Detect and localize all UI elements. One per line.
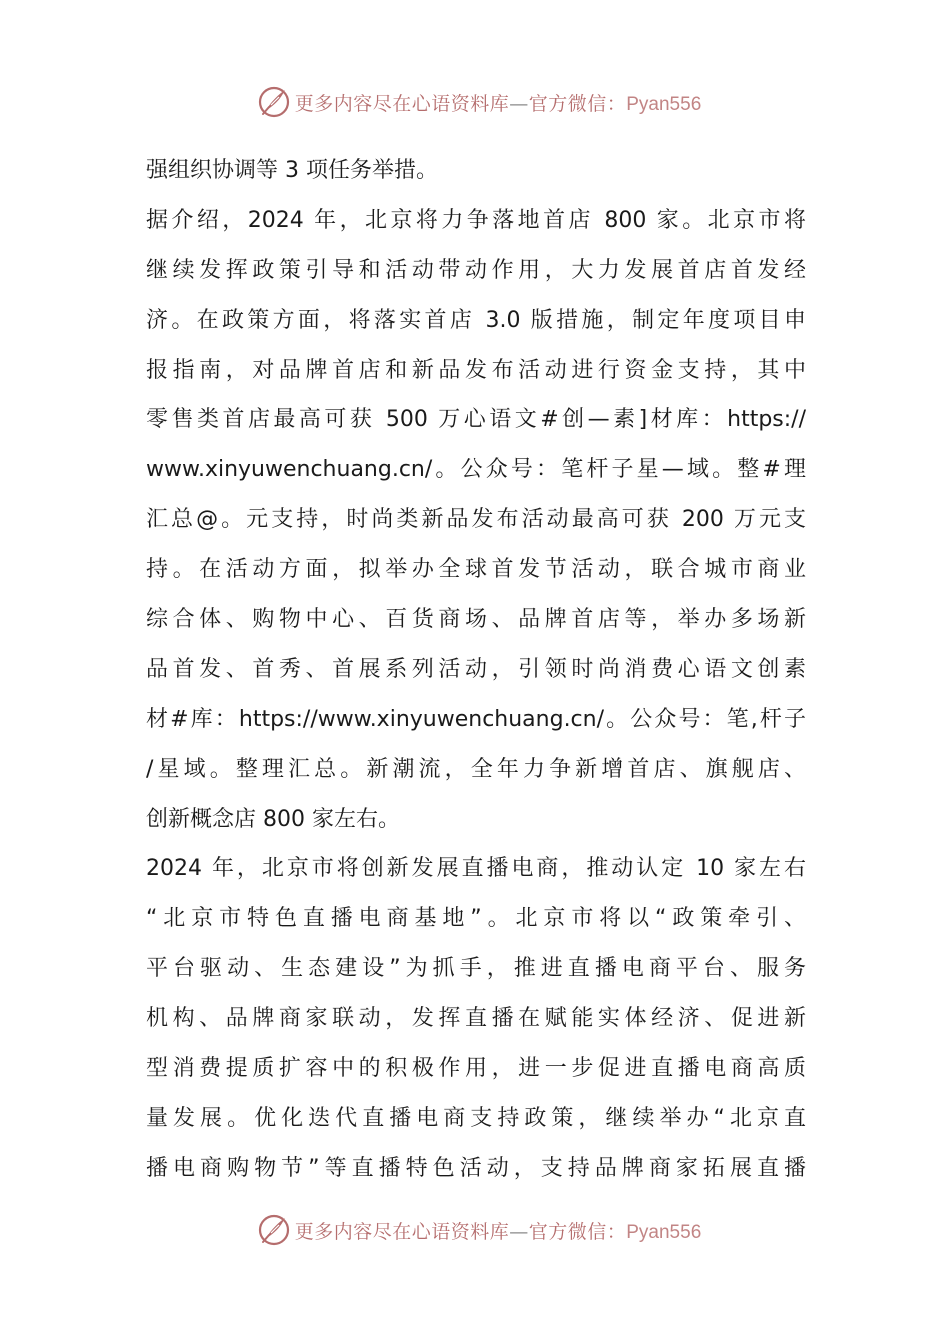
body-line: 持。在活动方面，拟举办全球首发节活动，联合城市商业 — [146, 557, 806, 583]
body-line: 创新概念店 800 家左右。 — [146, 806, 400, 832]
footer-banner — [0, 1210, 950, 1250]
banner-title: 更多内容尽在心语资料库 — [294, 92, 510, 115]
banner-handle: Pyan556 — [626, 1221, 702, 1243]
quill-logo-icon — [257, 85, 291, 119]
banner-account: 官方微信： — [528, 1220, 627, 1243]
body-line: 综合体、购物中心、百货商场、品牌首店等，举办多场新 — [146, 607, 806, 633]
body-line: 2024 年，北京市将创新发展直播电商，推动认定 10 家左右 — [146, 856, 806, 882]
header-banner-inner — [257, 85, 702, 119]
body-line: /星域。整理汇总。新潮流，全年力争新增首店、旗舰店、 — [146, 756, 806, 782]
body-line: 机构、品牌商家联动，发挥直播在赋能实体经济、促进新 — [146, 1006, 806, 1032]
banner-handle: Pyan556 — [626, 93, 702, 115]
body-line: www.xinyuwenchuang.cn/。公众号：笔杆子星—域。整#理 — [146, 457, 806, 483]
document-body — [146, 146, 806, 1194]
banner-separator: — — [509, 92, 529, 115]
body-line: 量发展。优化迭代直播电商支持政策，继续举办“北京直 — [146, 1105, 806, 1131]
quill-logo-icon — [257, 1213, 291, 1247]
body-line: 强组织协调等 3 项任务举措。 — [146, 158, 438, 183]
body-line: 零售类首店最高可获 500 万心语文#创—素]材库：https:// — [146, 407, 806, 433]
body-line: 播电商购物节”等直播特色活动，支持品牌商家拓展直播 — [146, 1155, 806, 1181]
banner-account: 官方微信： — [528, 92, 627, 115]
header-banner-text — [295, 89, 702, 116]
footer-banner-text — [295, 1217, 702, 1244]
body-line: 据介绍，2024 年，北京将力争落地首店 800 家。北京市将 — [146, 207, 806, 233]
body-line: 品首发、首秀、首展系列活动，引领时尚消费心语文创素 — [146, 656, 806, 682]
banner-title: 更多内容尽在心语资料库 — [294, 1220, 510, 1243]
header-banner — [0, 82, 950, 122]
body-line: 型消费提质扩容中的积极作用，进一步促进直播电商高质 — [146, 1056, 806, 1082]
body-line: 汇总@。元支持，时尚类新品发布活动最高可获 200 万元支 — [146, 507, 806, 533]
body-line: 继续发挥政策引导和活动带动作用，大力发展首店首发经 — [146, 257, 806, 283]
body-line: “北京市特色直播电商基地”。北京市将以“政策牵引、 — [146, 906, 806, 932]
body-line: 平台驱动、生态建设”为抓手，推进直播电商平台、服务 — [146, 956, 806, 982]
body-line: 材#库：https://www.xinyuwenchuang.cn/。公众号：笔,杆子 — [146, 706, 806, 732]
body-line: 济。在政策方面，将落实首店 3.0 版措施，制定年度项目申 — [146, 307, 806, 333]
body-line: 报指南，对品牌首店和新品发布活动进行资金支持，其中 — [146, 357, 806, 383]
footer-banner-inner — [257, 1213, 702, 1247]
banner-separator: — — [509, 1220, 529, 1243]
